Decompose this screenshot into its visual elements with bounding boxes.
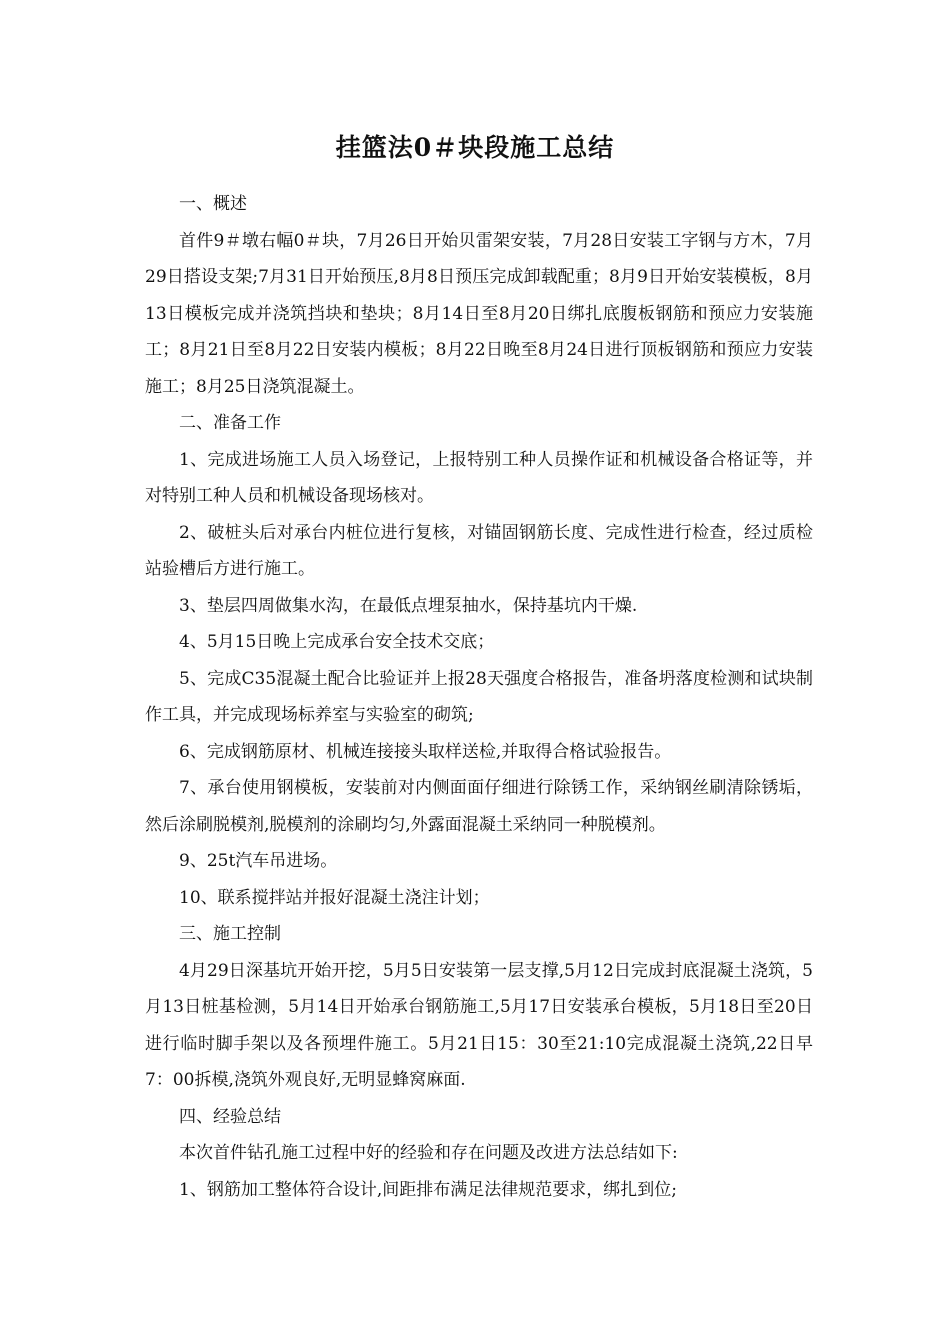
preparation-item-9: 9、25t汽车吊进场。 — [179, 851, 338, 871]
document-body — [145, 186, 813, 1208]
section-heading-experience-summary: 四、经验总结 — [179, 1106, 281, 1127]
preparation-item-6: 6、完成钢筋原材、机械连接接头取样送检,并取得合格试验报告。 — [179, 741, 672, 762]
preparation-item-10: 10、联系搅拌站并报好混凝土浇注计划； — [179, 887, 490, 908]
preparation-item-4: 4、5月15日晚上完成承台安全技术交底； — [179, 632, 495, 652]
construction-control-paragraph: 4月29日深基坑开始开挖，5月5日安装第一层支撑,5月12日完成封底混凝土浇筑，5月13日桩基检测，5月14日开始承台钢筋施工,5月17日安装承台模板，5月18日至20日进行临时脚手架以及各预埋件施工。5月21日15：30至21:10完成混凝土浇筑,22日早7：00拆模,浇筑外观良好,无明显蜂窝麻面. — [145, 960, 813, 1090]
section-heading-preparation: 二、准备工作 — [179, 413, 281, 433]
preparation-item-2: 2、破桩头后对承台内桩位进行复核，对锚固钢筋长度、完成性进行检查，经过质检站验槽后方进行施工。 — [145, 522, 813, 579]
section-heading-overview: 一、概述 — [179, 194, 247, 214]
section-heading-construction-control: 三、施工控制 — [179, 924, 281, 944]
experience-summary-intro: 本次首件钻孔施工过程中好的经验和存在问题及改进方法总结如下: — [179, 1143, 678, 1163]
experience-summary-item-1: 1、钢筋加工整体符合设计,间距排布满足法律规范要求，绑扎到位; — [179, 1179, 677, 1200]
preparation-item-3: 3、垫层四周做集水沟，在最低点埋泵抽水，保持基坑内干燥. — [179, 595, 638, 616]
preparation-item-5: 5、完成C35混凝土配合比验证并上报28天强度合格报告，准备坍落度检测和试块制作工具，并完成现场标养室与实验室的砌筑; — [145, 668, 813, 725]
overview-paragraph: 首件9＃墩右幅0＃块，7月26日开始贝雷架安装，7月28日安装工字钢与方木，7月29日搭设支架;7月31日开始预压,8月8日预压完成卸载配重；8月9日开始安装模板，8月13日模板完成并浇筑挡块和垫块；8月14日至8月20日绑扎底腹板钢筋和预应力安装施工；8月21日至8月22日安装内模板；8月22日晚至8月24日进行顶板钢筋和预应力安装施工；8月25日浇筑混凝土。 — [145, 230, 813, 397]
preparation-item-7: 7、承台使用钢模板，安装前对内侧面面仔细进行除锈工作，采纳钢丝刷清除锈垢，然后涂刷脱模剂,脱模剂的涂刷均匀,外露面混凝土采纳同一种脱模剂。 — [145, 778, 813, 835]
document-title: 挂篮法0＃块段施工总结 — [335, 133, 615, 162]
preparation-item-1: 1、完成进场施工人员入场登记，上报特别工种人员操作证和机械设备合格证等，并对特别工种人员和机械设备现场核对。 — [145, 449, 813, 506]
